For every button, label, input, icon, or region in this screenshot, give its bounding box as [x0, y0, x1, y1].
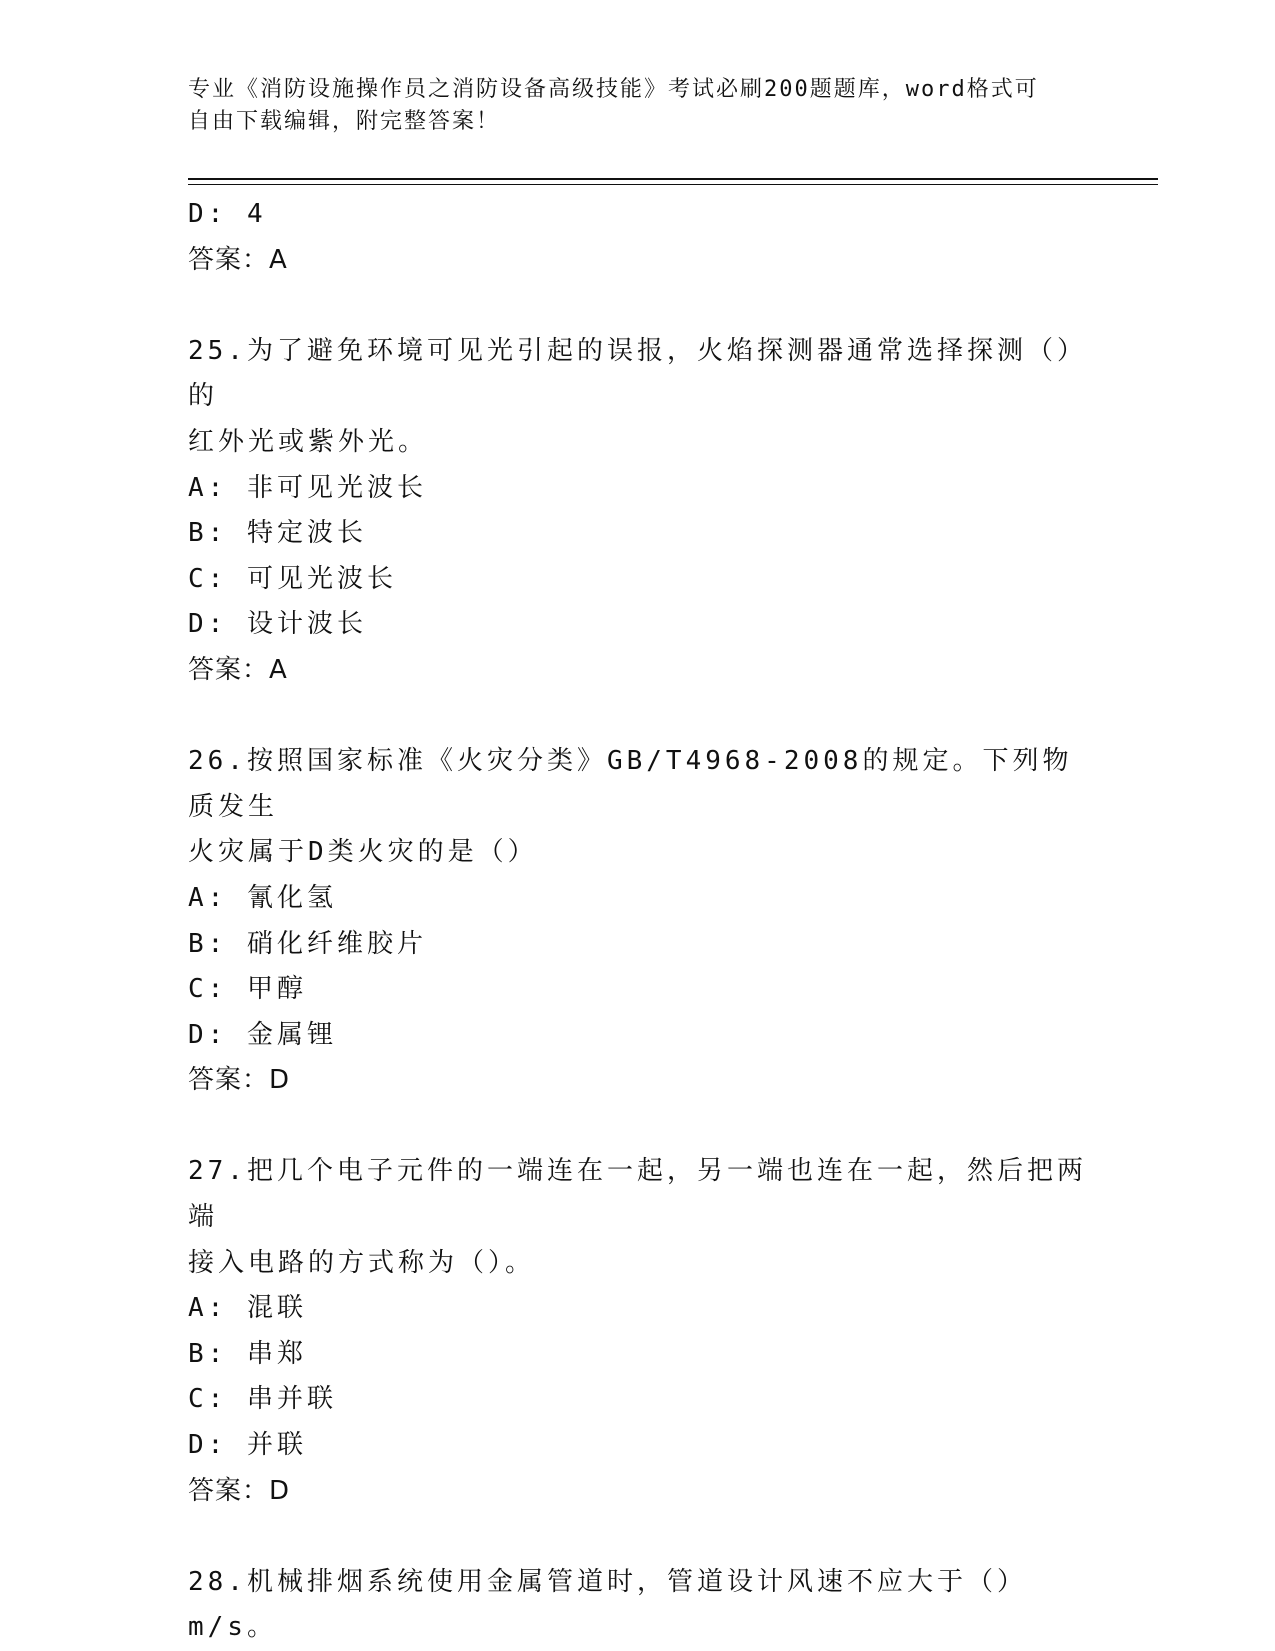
option-d: D: 设计波长: [188, 609, 367, 640]
option-a: A: 非可见光波长: [188, 472, 427, 503]
spacer: [188, 1104, 1088, 1150]
answer: 答案：D: [188, 1065, 291, 1096]
question-stem-line: 28.机械排烟系统使用金属管道时，管道设计风速不应大于（）m/s。: [188, 1566, 1027, 1643]
header-line-2: 自由下载编辑，附完整答案！: [188, 109, 501, 134]
option-b: B: 硝化纤维胶片: [188, 928, 427, 959]
option-d: D: 并联: [188, 1430, 307, 1461]
option-b: B: 串郑: [188, 1338, 307, 1369]
option-a: A: 氰化氢: [188, 882, 337, 913]
question-stem-line: 26.按照国家标准《火灾分类》GB/T4968-2008的规定。下列物质发生: [188, 746, 1073, 822]
question-list: [188, 192, 1088, 1651]
question-28: [188, 1560, 1088, 1651]
document-header: [188, 74, 1068, 138]
answer: 答案：A: [188, 654, 288, 685]
spacer: [188, 694, 1088, 740]
question-26: [188, 739, 1088, 1104]
spacer: [188, 1514, 1088, 1560]
question-stem-line: 27.把几个电子元件的一端连在一起，另一端也连在一起，然后把两端: [188, 1156, 1087, 1233]
answer: 答案：D: [188, 1475, 291, 1506]
prev-option-d: D: 4: [188, 199, 267, 229]
question-stem-line: 接入电路的方式称为（）。: [188, 1247, 536, 1278]
header-line-1: 专业《消防设施操作员之消防设备高级技能》考试必刷200题题库，word格式可: [188, 77, 1039, 102]
prev-answer: 答案：A: [188, 244, 288, 275]
question-stem-line: 火灾属于D类火灾的是（）: [188, 837, 538, 868]
question-27: [188, 1149, 1088, 1514]
option-c: C: 甲醇: [188, 974, 307, 1005]
header-divider-thin: [188, 184, 1158, 185]
option-d: D: 金属锂: [188, 1019, 337, 1050]
option-b: B: 特定波长: [188, 518, 367, 549]
option-c: C: 可见光波长: [188, 563, 397, 594]
question-stem-line: 25.为了避免环境可见光引起的误报，火焰探测器通常选择探测（）的: [188, 335, 1087, 412]
spacer: [188, 283, 1088, 329]
option-a: A: 混联: [188, 1293, 307, 1324]
header-divider-thick: [188, 178, 1158, 180]
option-c: C: 串并联: [188, 1384, 337, 1415]
question-25: [188, 329, 1088, 694]
question-stem-line: 红外光或紫外光。: [188, 426, 429, 457]
